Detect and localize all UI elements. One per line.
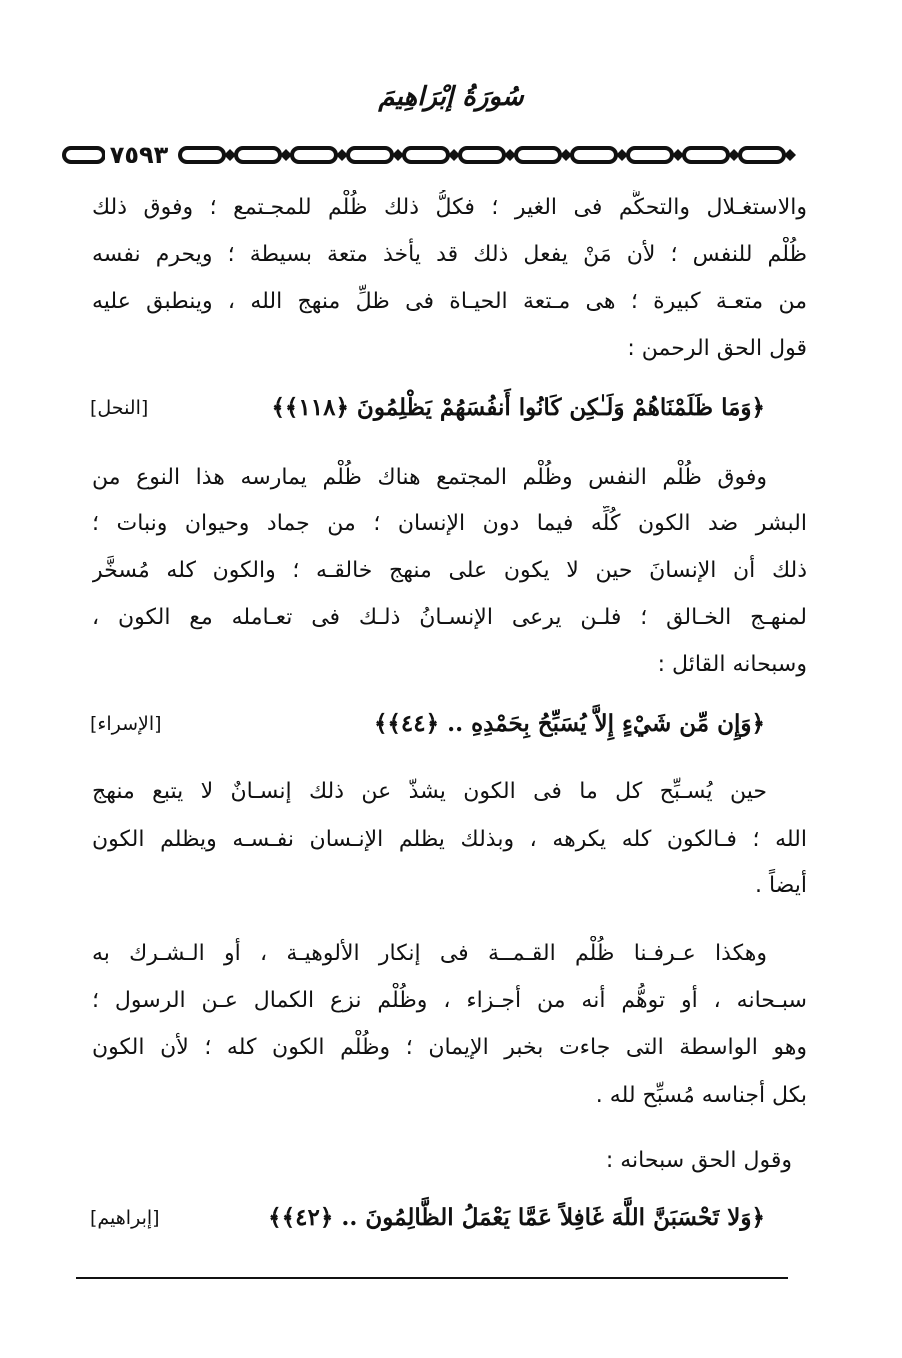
text-line: الله ؛ فـالكون كله يكرهه ، وبذلك يظلم الإنـسان نفـسـه ويظلم الكون: [92, 827, 807, 852]
text-line: لمنهـج الخـالق ؛ فلـن يرعى الإنسـانُ ذلـك فى تعـامله مع الكون ،: [92, 605, 807, 630]
quran-verse: ﴿وَإِن مِّن شَيْءٍ إِلاَّ يُسَبِّحُ بِحَمْدِهِ .. ﴿٤٤﴾﴾: [373, 710, 765, 737]
text-line: بكل أجناسه مُسبِّح لله .: [595, 1083, 807, 1108]
text-line: والاستغـلال والتحكُّم فى الغير ؛ فكلُّ ذلك ظُلْم للمجـتمع ؛ وفوق ذلك: [92, 195, 807, 220]
verse-reference: [إبراهيم]: [90, 1207, 160, 1229]
surah-title: سُورَةُ إبْرَاهِيمَ: [378, 82, 524, 112]
text-line: البشر ضد الكون كُلِّه فيما دون الإنسان ؛ من جماد وحيوان ونبات ؛: [92, 511, 807, 536]
quran-verse: ﴿وَلا تَحْسَبَنَّ اللَّهَ غَافِلاً عَمَّا يَعْمَلُ الظَّالِمُونَ .. ﴿٤٢﴾﴾: [268, 1204, 765, 1231]
text-line: من متعـة كبيرة ؛ هى مـتعة الحيـاة فى ظلِّ منهج الله ، وينطبق عليه: [92, 289, 807, 314]
text-line: سبـحانه ، أو توهُّم أنه من أجـزاء ، وظُلْم نزع الكمال عـن الرسول ؛: [92, 988, 807, 1013]
quran-verse-block: [80, 704, 815, 748]
chain-ornament-icon: [62, 140, 828, 170]
quran-verse-block: [80, 1198, 815, 1242]
quran-verse-block: [80, 388, 815, 432]
footer-divider: [76, 1277, 788, 1279]
ornamental-chain-border: [62, 140, 828, 170]
text-line: وسبحانه القائل :: [657, 652, 807, 677]
text-line: قول الحق الرحمن :: [627, 336, 807, 361]
verse-reference: [النحل]: [90, 397, 149, 419]
page-number: ٧٥٩٣: [105, 140, 173, 170]
quran-verse: ﴿وَمَا ظَلَمْنَاهُمْ وَلَـٰكِن كَانُوا أَنفُسَهُمْ يَظْلِمُونَ ﴿١١٨﴾﴾: [271, 394, 765, 421]
text-line: حين يُسـبِّح كل ما فى الكون يشذّ عن ذلك إنسـانٌ لا يتبع منهج: [92, 779, 767, 804]
text-line: وهكذا عـرفـنا ظُلْم القـمــة فى إنكار الألوهيـة ، أو الـشـرك به: [92, 941, 767, 966]
text-line: أيضاً .: [754, 873, 807, 898]
text-line: وفوق ظُلْم النفس وظُلْم المجتمع هناك ظُلْم يمارسه هذا النوع من: [92, 465, 767, 490]
text-line: ذلك أن الإنسانَ حين لا يكون على منهج خالقـه ؛ والكون كله مُسخَّر: [92, 558, 807, 583]
text-line: ظُلْم للنفس ؛ لأن مَنْ يفعل ذلك قد يأخذ متعة بسيطة ؛ ويحرم نفسه: [92, 242, 807, 267]
text-line: وهو الواسطة التى جاءت بخبر الإيمان ؛ وظُلْم الكون كله ؛ لأن الكون: [92, 1035, 807, 1060]
verse-reference: [الإسراء]: [90, 713, 162, 735]
text-line: وقول الحق سبحانه :: [605, 1148, 792, 1173]
